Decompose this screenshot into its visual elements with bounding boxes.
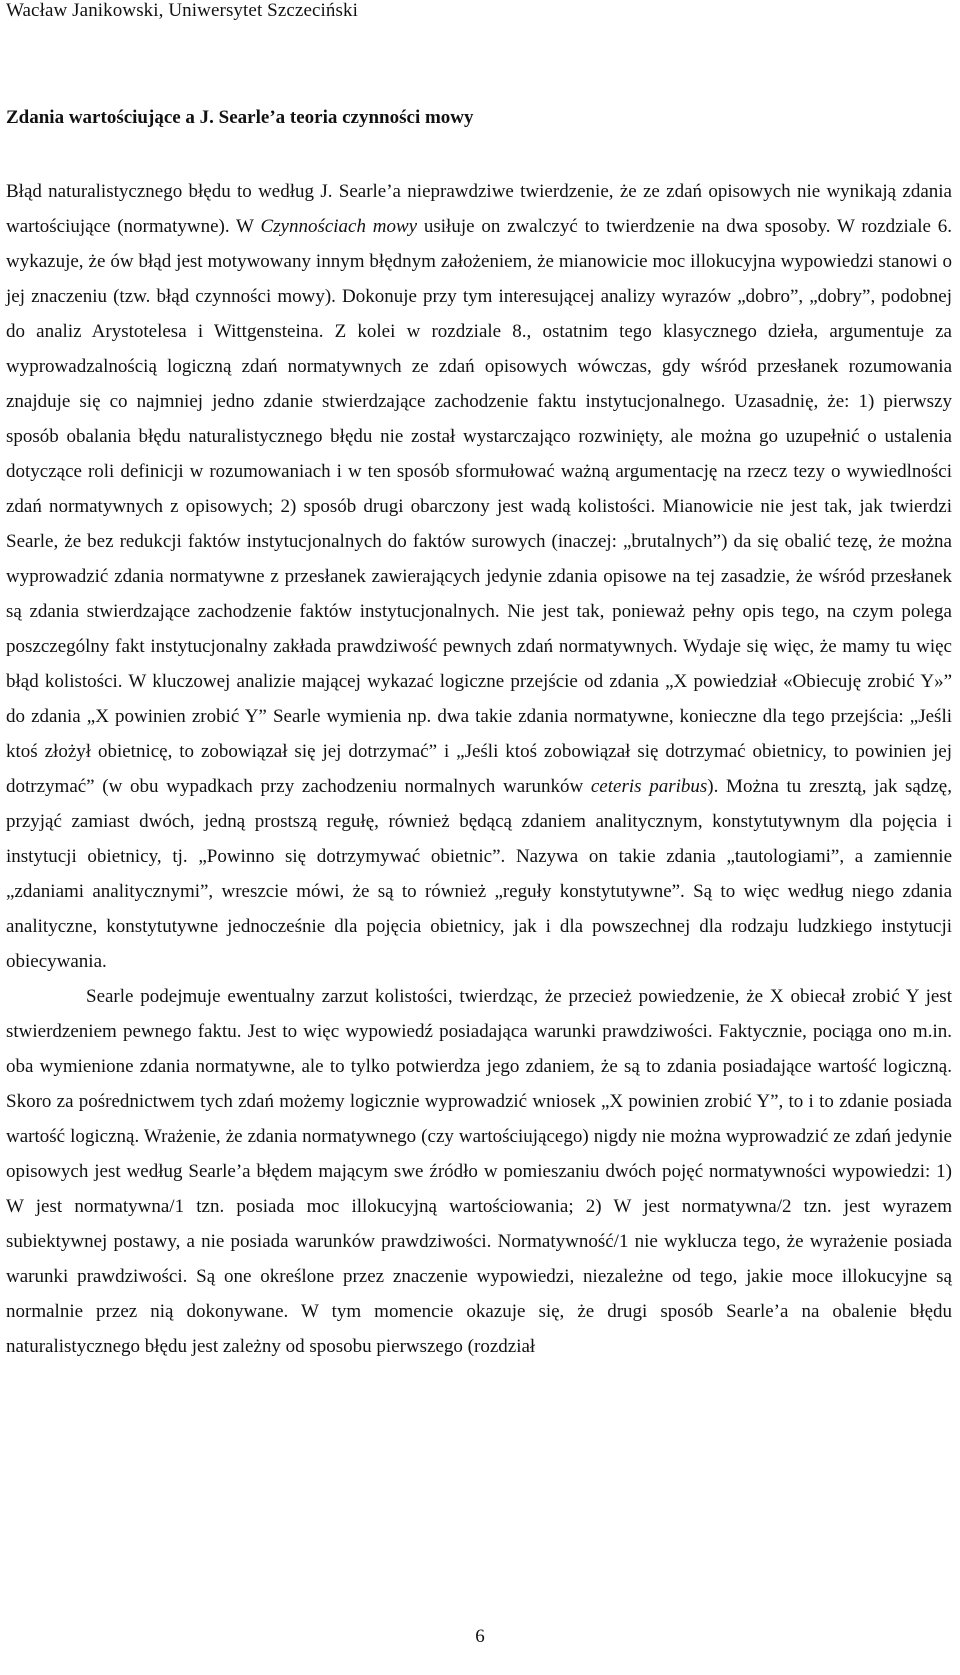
paragraph-1-part-3: ). Można tu zresztą, jak sądzę, przyjąć zamiast dwóch, jedną prostszą regułę, również będącą zdaniem analitycznym, konstytutywnym dla pojęcia i instytucji obietnicy, tj. „Powinno się dotrzymywać obietnic”. Nazywa on takie zdania „tautologiami”, a zamiennie „zdaniami analitycznymi”, wreszcie mówi, że są to również „reguły konstytutywne”. Są to więc według niego zdania analityczne, konstytutywne jednocześnie dla pojęcia obietnicy, jak i dla powszechnej dla rodzaju ludzkiego instytucji obiecywania. [6,776,952,972]
body-text [6,174,952,1364]
latin-phrase-italic: ceteris paribus [590,776,708,797]
paragraph-1-part-2: usiłuje on zwalczyć to twierdzenie na dwa sposoby. W rozdziale 6. wykazuje, że ów błąd jest motywowany innym błędnym założeniem, że mianowicie moc illokucyjna wypowiedzi stanowi o jej znaczeniu (tzw. błąd czynności mowy). Dokonuje przy tym interesującej analizy wyrazów „dobro”, „dobry”, podobnej do analiz Arystotelesa i Wittgensteina. Z kolei w rozdziale 8., ostatnim tego klasycznego dzieła, argumentuje za wyprowadzalnością logiczną zdań normatywnych ze zdań opisowych wówczas, gdy wśród przesłanek rozumowania znajduje się co najmniej jedno zdanie stwierdzające zachodzenie faktu instytucjonalnego. Uzasadnię, że: 1) pierwszy sposób obalania błędu naturalistycznego błędu nie został wystarczająco rozwinięty, ale można go uzupełnić o ustalenia dotyczące roli definicji w rozumowaniach i w ten sposób sformułować ważną argumentację na rzecz tezy o wywiedlności zdań normatywnych z opisowych; 2) sposób drugi obarczony jest wadą kolistości. Mianowicie nie jest tak, jak twierdzi Searle, że bez redukcji faktów instytucjonalnych do faktów surowych (inaczej: „brutalnych”) da się obalić tezę, że można wyprowadzić zdania normatywne z przesłanek zawierających jedynie zdania opisowe na tej zasadzie, że wśród przesłanek są zdania stwierdzające zachodzenie faktów instytucjonalnych. Nie jest tak, ponieważ pełny opis tego, na czym polega poszczególny fakt instytucjonalny zakłada prawdziwość pewnych zdań normatywnych. Wydaje się więc, że mamy tu więc błąd kolistości. W kluczowej analizie mającej wykazać logiczne przejście od zdania „X powiedział «Obiecuję zrobić Y»” do zdania „X powinien zrobić Y” Searle wymienia np. dwa takie zdania normatywne, konieczne dla tego przejścia: „Jeśli ktoś złożył obietnicę, to zobowiązał się jej dotrzymać” i „Jeśli ktoś zobowiązał się dotrzymać obietnicy, to powinien jej dotrzymać” (w obu wypadkach przy zachodzeniu normalnych warunków [6,216,952,797]
running-header-author: Wacław Janikowski, Uniwersytet Szczeciński [6,0,358,21]
document-title: Zdania wartościujące a J. Searle’a teoria czynności mowy [6,107,474,128]
paragraph-1 [6,174,952,979]
paragraph-2: Searle podejmuje ewentualny zarzut kolistości, twierdząc, że przecież powiedzenie, że X obiecał zrobić Y jest stwierdzeniem pewnego faktu. Jest to więc wypowiedź posiadająca warunki prawdziwości. Faktycznie, pociąga ono m.in. oba wymienione zdania normatywne, ale to tylko potwierdza jego zdaniem, że są to zdania posiadające wartość logiczną. Skoro za pośrednictwem tych zdań możemy logicznie wyprowadzić wniosek „X powinien zrobić Y”, to i to zdanie posiada wartość logiczną. Wrażenie, że zdania normatywnego (czy wartościującego) nigdy nie można wyprowadzić ze zdań jedynie opisowych jest według Searle’a błędem mającym swe źródło w pomieszaniu dwóch pojęć normatywności wypowiedzi: 1) W jest normatywna/1 tzn. posiada moc illokucyjną wartościowania; 2) W jest normatywna/2 tzn. jest wyrazem subiektywnej postawy, a nie posiada warunków prawdziwości. Normatywność/1 nie wyklucza tego, że wyrażenie posiada warunki prawdziwości. Są one określone przez znaczenie wypowiedzi, niezależne od tego, jakie moce illokucyjne są normalnie przez nią dokonywane. W tym momencie okazuje się, że drugi sposób Searle’a na obalenie błędu naturalistycznego błędu jest zależny od sposobu pierwszego (rozdział [6,986,952,1357]
book-title-italic: Czynnościach mowy [260,216,418,237]
paragraph-1-part-1: Błąd naturalistycznego błędu to według J. Searle’a nieprawdziwe twierdzenie, że ze zdań opisowych nie wynikają zdania wartościujące (normatywne). W [6,181,952,237]
page-number: 6 [475,1626,485,1647]
